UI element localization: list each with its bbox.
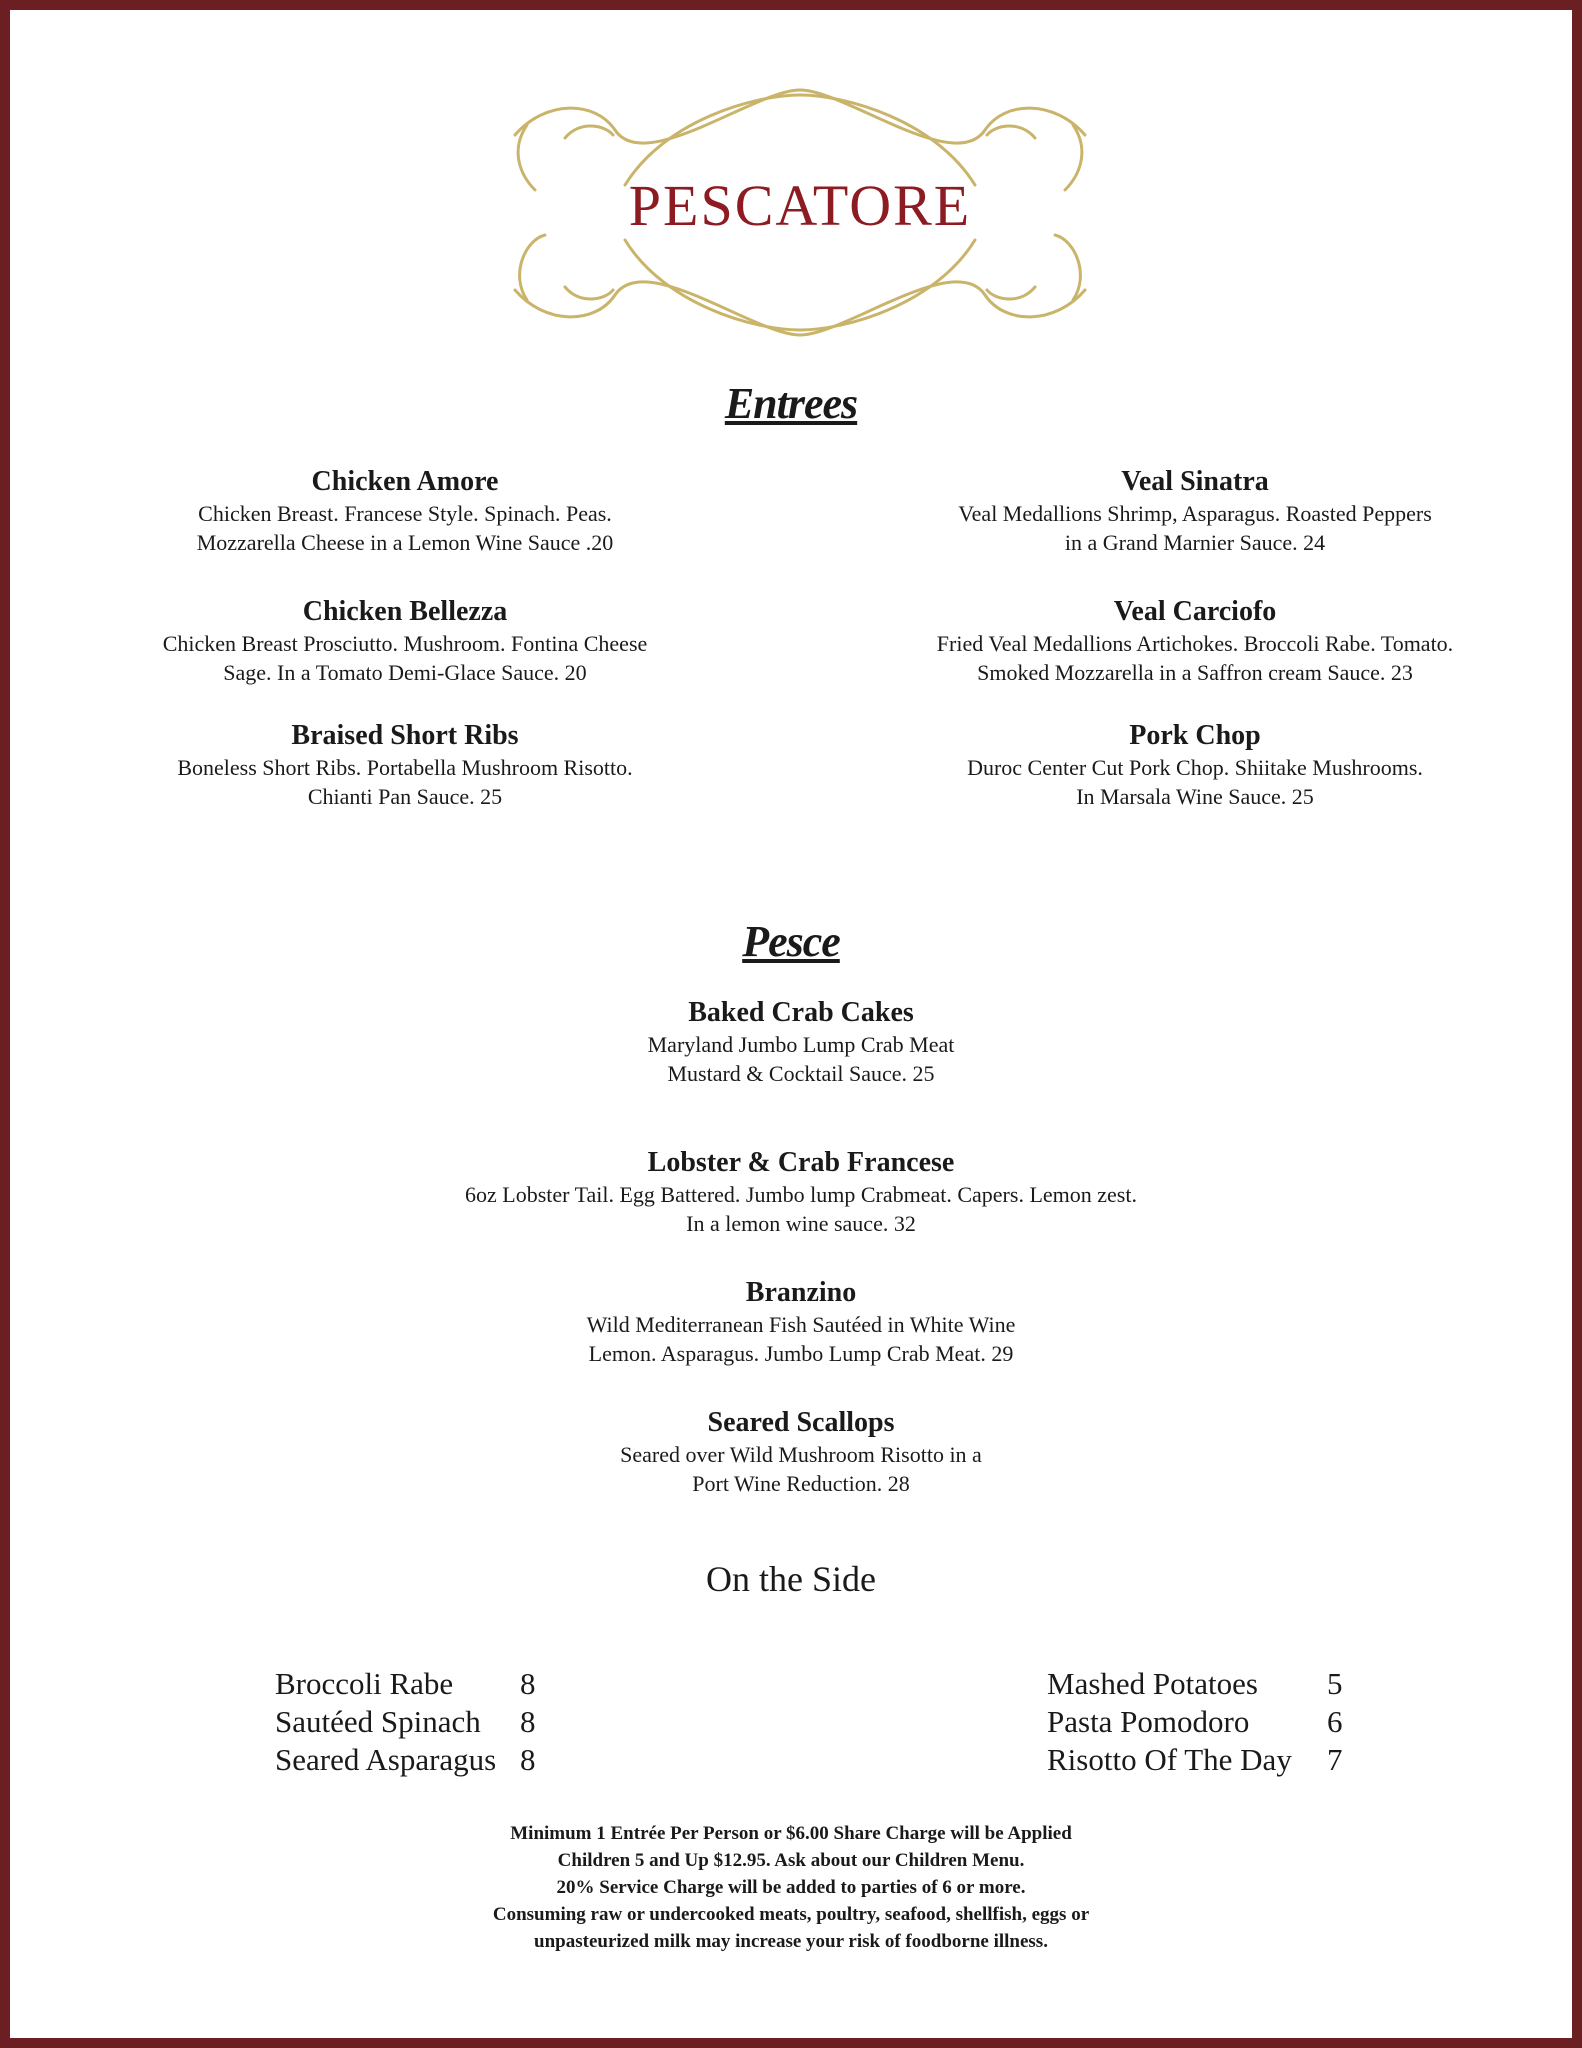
footer-line: unpasteurized milk may increase your risk of foodborne illness. [534, 1931, 1048, 1952]
menu-item [870, 595, 1520, 687]
item-description: Veal Medallions Shrimp, Asparagus. Roasted Peppers in a Grand Marnier Sauce. 24 [958, 501, 1432, 555]
item-name: Chicken Bellezza [302, 596, 508, 627]
side-price: 8 [520, 1742, 536, 1777]
item-description: Chicken Breast Prosciutto. Mushroom. Fontina Cheese Sage. In a Tomato Demi-Glace Sauce. 20 [162, 631, 648, 685]
menu-item [310, 1406, 1292, 1498]
item-name: Branzino [745, 1277, 857, 1308]
footer-line: Children 5 and Up $12.95. Ask about our Children Menu. [557, 1850, 1025, 1871]
logo-text: PESCATORE [628, 173, 972, 238]
item-name: Lobster & Crab Francese [647, 1147, 955, 1178]
menu-item [310, 1276, 1292, 1368]
menu-item [870, 719, 1520, 811]
side-name: Mashed Potatoes [1047, 1666, 1258, 1701]
side-name: Sautéed Spinach [275, 1704, 481, 1739]
footer-notes [10, 1820, 1572, 1955]
menu-item [310, 996, 1292, 1088]
entrees-heading: Entrees [724, 379, 858, 428]
side-item [1047, 1703, 1347, 1741]
item-description: Duroc Center Cut Pork Chop. Shiitake Mushrooms. In Marsala Wine Sauce. 25 [967, 755, 1423, 809]
menu-item [80, 719, 730, 811]
item-description: Maryland Jumbo Lump Crab Meat Mustard & Cocktail Sauce. 25 [647, 1032, 955, 1086]
menu-item [80, 465, 730, 557]
side-price: 8 [520, 1666, 536, 1701]
side-item [275, 1665, 555, 1703]
side-item [1047, 1665, 1347, 1703]
side-price: 5 [1327, 1666, 1343, 1701]
side-name: Risotto Of The Day [1047, 1742, 1292, 1777]
item-name: Veal Sinatra [1121, 466, 1269, 497]
pescatore-logo [505, 80, 1095, 345]
item-name: Seared Scallops [707, 1407, 895, 1438]
item-name: Veal Carciofo [1113, 596, 1277, 627]
footer-line: Consuming raw or undercooked meats, poultry, seafood, shellfish, eggs or [492, 1904, 1090, 1925]
side-item [1047, 1741, 1347, 1779]
side-item [275, 1741, 555, 1779]
menu-item [80, 595, 730, 687]
side-price: 8 [520, 1704, 536, 1739]
side-name: Pasta Pomodoro [1047, 1704, 1250, 1739]
item-description: Fried Veal Medallions Artichokes. Broccoli Rabe. Tomato. Smoked Mozzarella in a Saffron cream Sauce. 23 [936, 631, 1454, 685]
side-item [275, 1703, 555, 1741]
side-name: Broccoli Rabe [275, 1666, 454, 1701]
item-name: Baked Crab Cakes [688, 997, 914, 1028]
footer-line: 20% Service Charge will be added to parties of 6 or more. [556, 1877, 1026, 1898]
item-description: Seared over Wild Mushroom Risotto in a Port Wine Reduction. 28 [620, 1442, 982, 1496]
menu-item [310, 1146, 1292, 1238]
side-price: 6 [1327, 1704, 1343, 1739]
item-description: Wild Mediterranean Fish Sautéed in White Wine Lemon. Asparagus. Jumbo Lump Crab Meat. 29 [586, 1312, 1016, 1366]
item-name: Braised Short Ribs [291, 720, 519, 751]
side-name: Seared Asparagus [275, 1742, 497, 1777]
side-price: 7 [1327, 1742, 1343, 1777]
item-description: 6oz Lobster Tail. Egg Battered. Jumbo lump Crabmeat. Capers. Lemon zest. In a lemon wine sauce. 32 [465, 1182, 1137, 1236]
footer-line: Minimum 1 Entrée Per Person or $6.00 Share Charge will be Applied [510, 1823, 1072, 1844]
menu-item [870, 465, 1520, 557]
item-name: Chicken Amore [311, 466, 499, 497]
pesce-heading: Pesce [742, 917, 840, 966]
item-name: Pork Chop [1129, 720, 1261, 751]
item-description: Chicken Breast. Francese Style. Spinach. Peas. Mozzarella Cheese in a Lemon Wine Sauce .20 [196, 501, 614, 555]
item-description: Boneless Short Ribs. Portabella Mushroom Risotto. Chianti Pan Sauce. 25 [177, 755, 633, 809]
sides-list-left [275, 1665, 555, 1779]
sides-list-right [1047, 1665, 1347, 1779]
sides-heading: On the Side [706, 1559, 876, 1599]
